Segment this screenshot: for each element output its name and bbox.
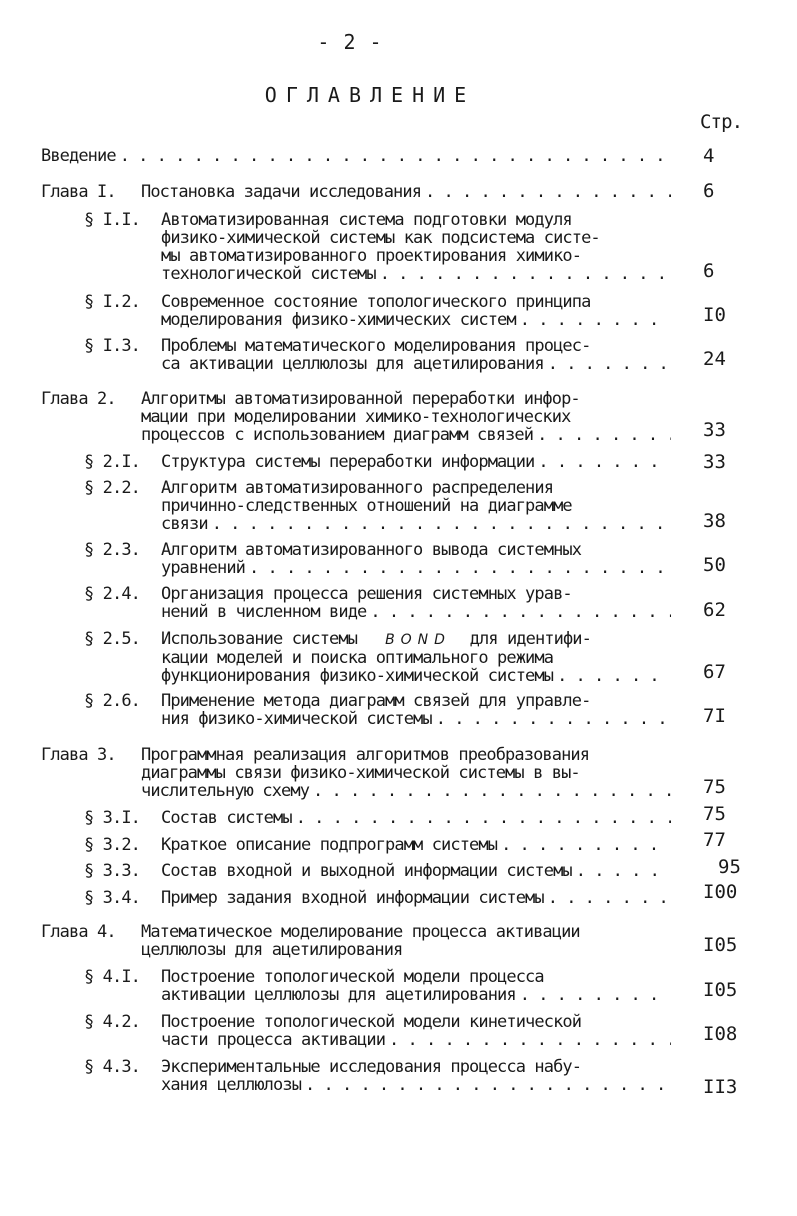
toc-entry-title-line: Экспериментальные исследования процесса набу-: [161, 1057, 582, 1077]
toc-entry-title-line: нений в численном виде: [161, 602, 367, 622]
toc-entry-title-line: технологической системы: [161, 264, 376, 284]
toc-entry-body: [161, 453, 671, 471]
dot-leader: [557, 667, 671, 685]
toc-entry-label: § 2.4.: [84, 584, 141, 604]
dot-leader: [380, 265, 671, 283]
toc-entry-body: [161, 337, 671, 373]
dot-leader: [120, 147, 671, 165]
toc-page-number: 4: [703, 145, 715, 167]
toc-entry-section: [84, 809, 671, 827]
toc-entry-label: Глава 3.: [41, 745, 116, 765]
toc-entry-label: § 4.2.: [84, 1012, 141, 1032]
toc-page-number: I00: [703, 881, 738, 903]
toc-page-number: 7I: [703, 705, 726, 727]
toc-page-number: 50: [703, 554, 726, 576]
toc-entry-title-line: Автоматизированная система подготовки модуля: [161, 210, 572, 230]
dot-leader: [436, 710, 671, 728]
toc-entry-body: [161, 1013, 671, 1049]
toc-entry-label: Глава I.: [41, 182, 116, 202]
toc-entry-label: § 3.I.: [84, 808, 141, 828]
toc-entry-chapter: [41, 746, 671, 800]
dot-leader: [212, 515, 671, 533]
toc-page-number: 6: [703, 260, 715, 282]
toc-entry-chapter: [41, 183, 671, 201]
toc-entry-label: § I.2.: [84, 292, 141, 312]
dot-leader: [249, 559, 671, 577]
toc-entry-title-line: Применение метода диаграмм связей для управле-: [161, 691, 591, 711]
dot-leader: [313, 782, 671, 800]
toc-entry-chapter: [41, 390, 671, 444]
toc-entry-title-line: Проблемы математического моделирования процес-: [161, 336, 591, 356]
toc-entry-section: [84, 479, 671, 533]
toc-entry-body: [161, 692, 671, 728]
dot-leader: [538, 453, 671, 471]
toc-entry-title-line: Структура системы переработки информации: [161, 452, 535, 472]
toc-entry-title-line: Программная реализация алгоритмов преобразования: [141, 745, 590, 765]
toc-entry-section: [84, 293, 671, 329]
toc-entry-body: [141, 390, 671, 444]
dot-leader: [576, 862, 671, 880]
toc-entry-title-line: Современное состояние топологического принципа: [161, 292, 591, 312]
toc-entry-section: [84, 337, 671, 373]
toc-entry-title-line: Использование системы: [161, 629, 358, 649]
toc-entry-section: [84, 1058, 671, 1094]
toc-entry-section: [84, 211, 671, 283]
toc-entry-title-line: ния физико-химической системы: [161, 709, 432, 729]
toc-entry-label: Глава 4.: [41, 922, 116, 942]
toc-entry-title-line: Математическое моделирование процесса активации: [141, 922, 580, 942]
toc-entry-body: [161, 836, 671, 854]
toc-entry-title-line: кации моделей и поиска оптимального режима: [161, 648, 554, 668]
dot-leader: [370, 603, 671, 621]
toc-entry-title-line: моделирования физико-химических систем: [161, 310, 516, 330]
toc-entry-body: [161, 809, 671, 827]
toc-page-number: 33: [703, 451, 726, 473]
toc-entry-body: [161, 862, 671, 880]
toc-entry-label: § 3.2.: [84, 835, 141, 855]
toc-entry-chapter: [41, 923, 671, 959]
toc-entry-title-line: мации при моделировании химико-технологических: [141, 407, 571, 427]
toc-entry-body: [141, 923, 671, 959]
toc-entry-body: [41, 147, 671, 165]
toc-entry-title: Введение: [41, 146, 116, 166]
toc-page-number: 75: [703, 803, 726, 825]
toc-entry-section: [84, 862, 671, 880]
toc-page-number: I05: [703, 979, 738, 1001]
toc-entry-body: [161, 293, 671, 329]
dot-leader: [548, 889, 671, 907]
toc-page-number: 62: [703, 599, 726, 621]
toc-entry-section: [84, 585, 671, 621]
toc-entry-title-line: Состав входной и выходной информации системы: [161, 861, 572, 881]
toc-entry-label: § 2.5.: [84, 629, 141, 649]
toc-entry-label: § 2.I.: [84, 452, 141, 472]
toc-entry-title-line: числительную схему: [141, 781, 310, 801]
toc-page-number: 33: [703, 419, 726, 441]
page-column-label: Стр.: [700, 111, 743, 133]
toc-entry-section: [84, 968, 671, 1004]
toc-page-number: II3: [703, 1076, 738, 1098]
toc-entry-section: [84, 1013, 671, 1049]
toc-page-number: 75: [703, 776, 726, 798]
toc-page-number: 6: [703, 180, 715, 202]
toc-entry-title-line: функционирования физико-химической системы: [161, 666, 554, 686]
toc-entry-body: [161, 541, 671, 577]
toc-entry-body: [161, 479, 671, 533]
toc-entry-title-line: для идентифи-: [469, 629, 591, 649]
toc-entry-title-line: диаграммы связи физико-химической системы в вы-: [141, 763, 580, 783]
toc-entry-section: [84, 836, 671, 854]
toc-entry-title-line: мы автоматизированного проектирования химико-: [161, 246, 582, 266]
dot-leader: [537, 426, 671, 444]
toc-entry-section: [84, 692, 671, 728]
toc-entry-title-line: Состав системы: [161, 808, 292, 828]
toc-entry-title-line: активации целлюлозы для ацетилирования: [161, 985, 516, 1005]
toc-entry-label: Глава 2.: [41, 389, 116, 409]
toc-entry-title-line: Краткое описание подпрограмм системы: [161, 835, 498, 855]
toc-page-number: 24: [703, 348, 726, 370]
toc-page-number: 67: [703, 661, 726, 683]
handwritten-system-name: BOND: [385, 632, 451, 648]
toc-entry-section: [84, 889, 671, 907]
toc-entry-title-line: части процесса активации: [161, 1030, 386, 1050]
toc-entry-body: [161, 1058, 671, 1094]
toc-entry-body: [161, 889, 671, 907]
toc-entry-body: [161, 585, 671, 621]
toc-page-number: 38: [703, 510, 726, 532]
toc-page-number: I0: [703, 304, 726, 326]
toc-entry-title-line: хания целлюлозы: [161, 1075, 302, 1095]
toc-entry-body: [161, 968, 671, 1004]
dot-leader: [305, 1076, 671, 1094]
dot-leader: [425, 183, 671, 201]
toc-entry-body: [141, 183, 671, 201]
dot-leader: [520, 311, 671, 329]
dot-leader: [501, 836, 671, 854]
toc-page-number: 95: [718, 856, 741, 878]
toc-entry-label: § 3.4.: [84, 888, 141, 908]
toc-entry-label: § 2.6.: [84, 691, 141, 711]
dot-leader: [389, 1031, 671, 1049]
toc-entry-title-line: процессов с использованием диаграмм связей: [141, 425, 534, 445]
toc-entry-title-line: причинно-следственных отношений на диаграмме: [161, 496, 572, 516]
toc-entry-title: Постановка задачи исследования: [141, 182, 422, 202]
toc-entry-body: [161, 630, 671, 685]
toc-entry-title-line: Пример задания входной информации системы: [161, 888, 544, 908]
toc-entry-title-line: целлюлозы для ацетилирования: [141, 940, 403, 960]
toc-entry-introduction: [41, 147, 671, 165]
page-title: ОГЛАВЛЕНИЕ: [264, 83, 476, 107]
toc-entry-label: § 2.3.: [84, 540, 141, 560]
toc-entry-label: § 4.I.: [84, 967, 141, 987]
toc-entry-label: § 3.3.: [84, 861, 141, 881]
toc-entry-title-line: Алгоритм автоматизированного распределения: [161, 478, 554, 498]
toc-page-number: 77: [703, 829, 726, 851]
toc-entry-section: [84, 453, 671, 471]
toc-entry-label: § 2.2.: [84, 478, 141, 498]
toc-entry-title-line: связи: [161, 514, 208, 534]
toc-page-number: I05: [703, 934, 738, 956]
toc-entry-section: [84, 541, 671, 577]
toc-entry-title-line: Построение топологической модели процесса: [161, 967, 544, 987]
toc-page-number: I08: [703, 1023, 738, 1045]
toc-entry-title-line: физико-химической системы как подсистема систе-: [161, 228, 600, 248]
toc-entry-label: § I.3.: [84, 336, 141, 356]
toc-entry-title-line: Алгоритмы автоматизированной переработки инфор-: [141, 389, 580, 409]
page-number: - 2 -: [317, 30, 383, 54]
toc-entry-body: [141, 746, 671, 800]
toc-entry-title-line: Организация процесса решения системных урав-: [161, 584, 572, 604]
toc-entry-body: [161, 211, 671, 283]
dot-leader: [520, 986, 671, 1004]
toc-entry-section: [84, 630, 671, 685]
toc-entry-label: § I.I.: [84, 210, 141, 230]
toc-entry-title-line: са активации целлюлозы для ацетилирования: [161, 354, 544, 374]
dot-leader: [548, 355, 671, 373]
toc-entry-title-line: Алгоритм автоматизированного вывода системных: [161, 540, 582, 560]
toc-entry-label: § 4.3.: [84, 1057, 141, 1077]
dot-leader: [296, 809, 671, 827]
toc-entry-title-line: Построение топологической модели кинетической: [161, 1012, 582, 1032]
toc-entry-title-line: уравнений: [161, 558, 246, 578]
